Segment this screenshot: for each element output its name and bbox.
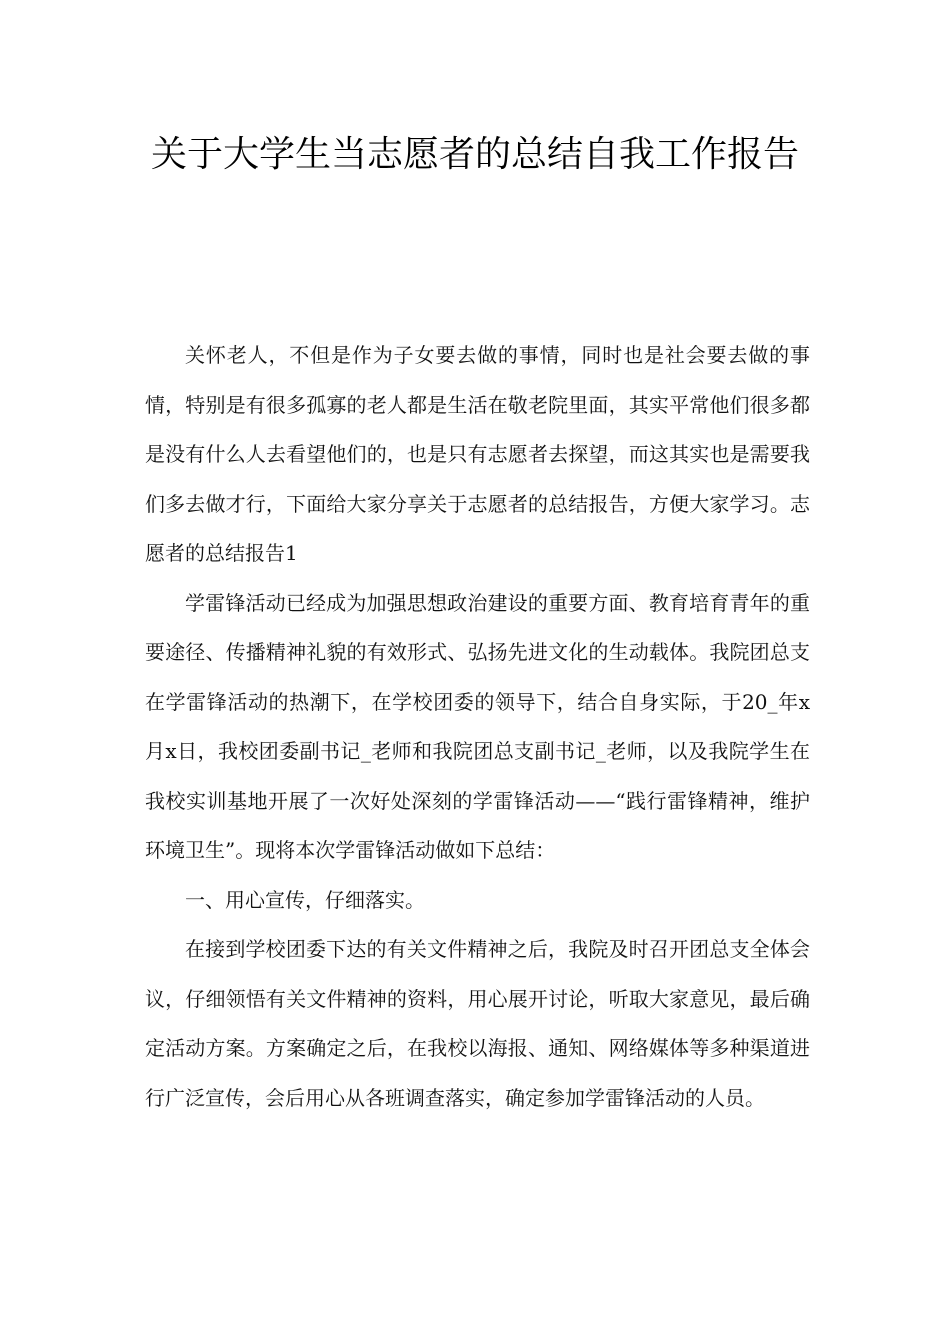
document-body	[145, 331, 810, 1123]
paragraph-activity-overview: 学雷锋活动已经成为加强思想政治建设的重要方面、教育培育青年的重要途径、传播精神礼貌的有效形式、弘扬先进文化的生动载体。我院团总支在学雷锋活动的热潮下，在学校团委的领导下，结合自身实际，于20_年x月x日，我校团委副书记_老师和我院团总支副书记_老师，以及我院学生在我校实训基地开展了一次好处深刻的学雷锋活动——“践行雷锋精神，维护环境卫生”。现将本次学雷锋活动做如下总结：	[145, 590, 810, 862]
document-title: 关于大学生当志愿者的总结自我工作报告	[150, 134, 799, 175]
paragraph-intro: 关怀老人，不但是作为子女要去做的事情，同时也是社会要去做的事情，特别是有很多孤寡的老人都是生活在敬老院里面，其实平常他们很多都是没有什么人去看望他们的，也是只有志愿者去探望，而这其实也是需要我们多去做才行，下面给大家分享关于志愿者的总结报告，方便大家学习。志愿者的总结报告1	[145, 343, 810, 565]
section-heading-1: 一、用心宣传，仔细落实。	[185, 887, 425, 912]
paragraph-section-1: 在接到学校团委下达的有关文件精神之后，我院及时召开团总支全体会议，仔细领悟有关文件精神的资料，用心展开讨论，听取大家意见，最后确定活动方案。方案确定之后，在我校以海报、通知、网络媒体等多种渠道进行广泛宣传，会后用心从各班调查落实，确定参加学雷锋活动的人员。	[145, 937, 810, 1110]
